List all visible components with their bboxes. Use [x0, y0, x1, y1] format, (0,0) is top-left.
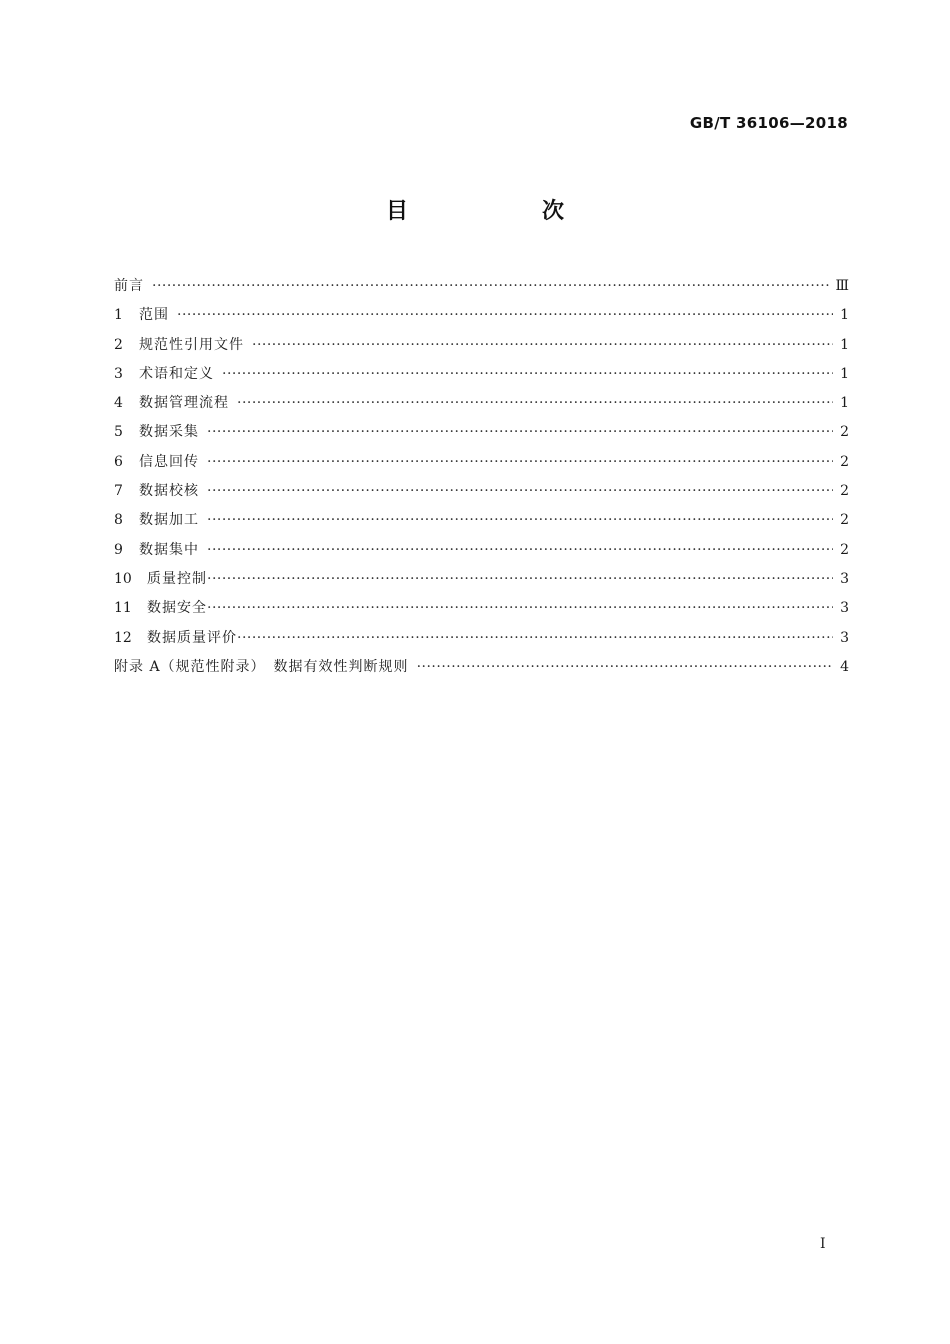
toc-entry-11[interactable]: [114, 594, 849, 623]
toc-entry-page: 3: [840, 570, 849, 587]
toc-entry-number: 4: [114, 395, 123, 412]
toc-entry-page: 2: [840, 453, 849, 470]
toc-entry-9[interactable]: [114, 536, 849, 565]
toc-entry-page: 2: [840, 512, 849, 529]
toc-leader-dots: [207, 448, 833, 477]
toc-entry-text: 规范性引用文件: [139, 336, 244, 353]
toc-leader-dots: [207, 477, 833, 506]
toc-entry-page: 1: [840, 307, 849, 324]
standard-number: GB/T 36106—2018: [689, 114, 848, 132]
toc-entry-number: 8: [114, 512, 123, 529]
toc-title: 目 次: [385, 199, 620, 224]
toc-entry-number: 7: [114, 483, 123, 500]
toc-entry-text: 数据质量评价: [147, 629, 237, 646]
toc-entry-preface[interactable]: [114, 272, 849, 301]
toc-entry-appendix-a[interactable]: [114, 653, 849, 682]
toc-entry-number: 2: [114, 336, 123, 353]
toc-leader-dots: [207, 506, 833, 535]
toc-entry-text: 数据加工: [139, 512, 199, 529]
toc-entry-text: 术语和定义: [139, 365, 214, 382]
toc-entry-page: 3: [840, 600, 849, 617]
toc-leader-dots: [207, 418, 833, 447]
toc-entry-text: 质量控制: [147, 570, 207, 587]
toc-entry-number: 6: [114, 453, 123, 470]
toc-entry-number: 1: [114, 307, 123, 324]
toc-entry-number: 9: [114, 541, 123, 558]
toc-entry-1[interactable]: [114, 301, 849, 330]
toc-entry-page: 3: [840, 629, 849, 646]
toc-entry-page: 2: [840, 483, 849, 500]
toc-leader-dots: [417, 653, 833, 682]
toc-entry-number: 3: [114, 365, 123, 382]
toc-entry-text: 数据管理流程: [139, 395, 229, 412]
toc-entry-3[interactable]: [114, 360, 849, 389]
toc-entry-page: 1: [840, 336, 849, 353]
toc-entry-number: 12: [114, 629, 132, 646]
toc-entry-4[interactable]: [114, 389, 849, 418]
toc-entry-text: 信息回传: [139, 453, 199, 470]
toc-entry-page: Ⅲ: [835, 278, 849, 294]
toc-entry-page: 2: [840, 424, 849, 441]
toc-entry-text: 前言: [114, 278, 144, 294]
toc-entry-page: 4: [840, 658, 849, 675]
toc-entry-10[interactable]: [114, 565, 849, 594]
toc-entry-text: 数据安全: [147, 600, 207, 617]
toc-leader-dots: [177, 301, 833, 330]
toc-entry-7[interactable]: [114, 477, 849, 506]
table-of-contents: [114, 272, 849, 682]
toc-entry-page: 1: [840, 365, 849, 382]
toc-leader-dots: [207, 565, 833, 594]
toc-entry-12[interactable]: [114, 624, 849, 653]
toc-entry-text: 数据校核: [139, 483, 199, 500]
page-number: I: [820, 1236, 826, 1252]
toc-leader-dots: [237, 389, 833, 418]
toc-leader-dots: [152, 272, 829, 301]
toc-leader-dots: [222, 360, 833, 389]
toc-entry-page: 2: [840, 541, 849, 558]
toc-entry-text: 附录 A（规范性附录） 数据有效性判断规则: [114, 658, 409, 675]
toc-entry-2[interactable]: [114, 331, 849, 360]
toc-entry-number: 10: [114, 570, 132, 587]
toc-entry-number: 5: [114, 424, 123, 441]
toc-leader-dots: [237, 624, 833, 653]
toc-leader-dots: [207, 594, 833, 623]
toc-entry-6[interactable]: [114, 448, 849, 477]
toc-entry-text: 范围: [139, 307, 169, 324]
toc-leader-dots: [207, 536, 833, 565]
toc-entry-number: 11: [114, 600, 132, 617]
toc-entry-page: 1: [840, 395, 849, 412]
toc-entry-8[interactable]: [114, 506, 849, 535]
toc-entry-text: 数据采集: [139, 424, 199, 441]
toc-entry-text: 数据集中: [139, 541, 199, 558]
toc-leader-dots: [252, 331, 833, 360]
toc-entry-5[interactable]: [114, 418, 849, 447]
